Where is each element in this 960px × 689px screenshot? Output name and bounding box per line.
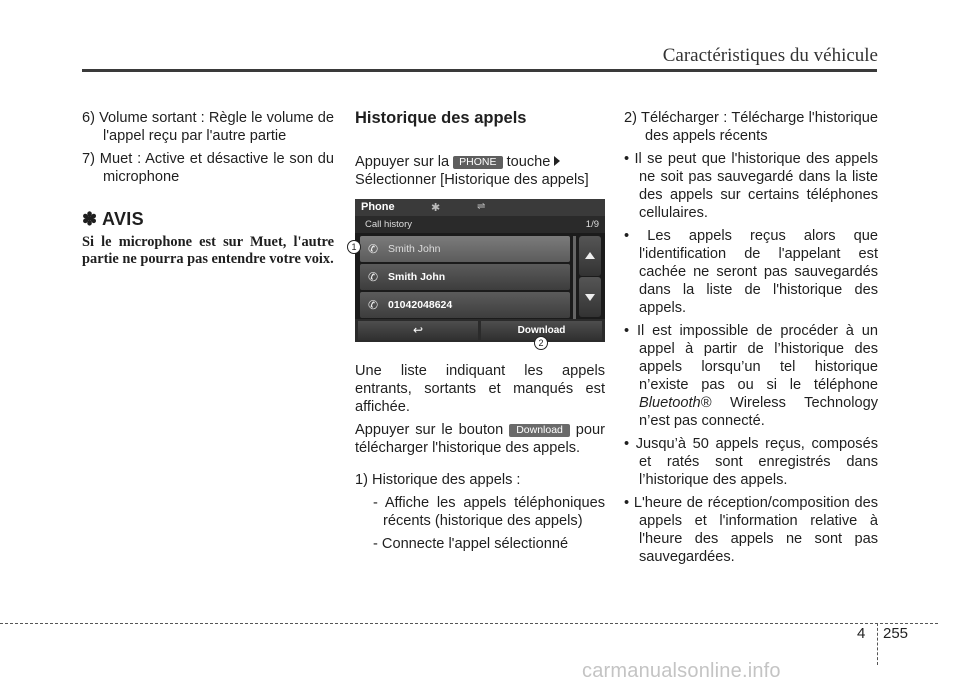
arrow-down-icon bbox=[585, 294, 595, 301]
sub-item-connect: - Connecte l'appel sélectionné bbox=[373, 536, 569, 552]
watermark: carmanualsonline.info bbox=[582, 660, 781, 682]
call-row-name: Smith John bbox=[388, 271, 446, 283]
call-row[interactable] bbox=[360, 292, 570, 318]
column-2-lower bbox=[355, 362, 605, 558]
call-row[interactable] bbox=[360, 264, 570, 290]
arrow-up-icon bbox=[585, 252, 595, 259]
bullet-item: • L'heure de réception/composition des appels et l'information relative à l'heure des appels ne sont pas sauvegardées. bbox=[624, 495, 878, 565]
notice-title: ✽ AVIS bbox=[82, 209, 144, 229]
page-indicator: 1/9 bbox=[585, 219, 599, 230]
callout-2: 2 bbox=[534, 336, 548, 350]
scrollbar[interactable] bbox=[573, 236, 576, 322]
call-row[interactable] bbox=[360, 236, 570, 262]
step-after: touche bbox=[506, 154, 551, 170]
screen-subtitle: Call history bbox=[365, 219, 412, 230]
list-item-mute: 7) Muet : Active et désactive le son du microphone bbox=[82, 151, 334, 185]
scroll-up-button[interactable] bbox=[579, 236, 601, 276]
bullet-text: • Il est impossible de procéder à un appel à partir de l’historique des appels lorsqu’un tel historique n’existe pas ou si le téléphone bbox=[624, 323, 878, 393]
bluetooth-brand: Bluetooth® bbox=[639, 395, 712, 411]
download-key-badge: Download bbox=[509, 424, 570, 437]
phone-incoming-icon: ✆ bbox=[368, 242, 379, 256]
bullet-text: Wireless Technology n’est pas connecté. bbox=[639, 395, 878, 429]
usb-icon: ⇌ bbox=[477, 201, 486, 212]
callout-1: 1 bbox=[347, 240, 361, 254]
phone-incoming-icon: ✆ bbox=[368, 270, 379, 284]
footer-rule bbox=[0, 623, 938, 624]
bullet-item bbox=[624, 322, 878, 430]
step-instruction bbox=[355, 153, 605, 189]
list-item-volume: 6) Volume sortant : Règle le volume de l'appel reçu par l'autre partie bbox=[82, 110, 334, 144]
column-2 bbox=[355, 109, 605, 194]
chapter-number: 4 bbox=[857, 625, 866, 642]
list-description: Une liste indiquant les appels entrants, sortants et manqués est affichée. bbox=[355, 363, 605, 415]
phone-key-badge: PHONE bbox=[453, 156, 502, 169]
sub-item-display: - Affiche les appels téléphoniques récents (historique des appels) bbox=[373, 495, 605, 529]
step-line2: Sélectionner [Historique des appels] bbox=[355, 172, 589, 188]
call-row-name: 01042048624 bbox=[388, 299, 453, 311]
notice-text: Si le microphone est sur Muet, l'autre partie ne pourra pas entendre votre voix. bbox=[82, 234, 334, 267]
column-3 bbox=[624, 109, 878, 571]
screen-title: Phone bbox=[361, 201, 395, 213]
list-item-history: 1) Historique des appels : bbox=[355, 472, 521, 488]
header-rule bbox=[82, 69, 877, 72]
bullet-item: • Il se peut que l'historique des appels ne soit pas sauvegardé dans la liste des appels sur certains téléphones cellulaires. bbox=[624, 151, 878, 221]
bullet-item: • Les appels reçus alors que l'identification de l'appelant est cachée ne seront pas sauvegardés dans la liste de l'historique des appels. bbox=[624, 228, 878, 316]
back-button[interactable]: ↩ bbox=[358, 321, 478, 340]
phone-incoming-icon: ✆ bbox=[368, 298, 379, 312]
arrow-right-icon bbox=[554, 156, 560, 166]
column-1 bbox=[82, 109, 334, 268]
download-before: Appuyer sur le bouton bbox=[355, 422, 504, 438]
page-number: 255 bbox=[883, 625, 909, 642]
bullet-item: • Jusqu’à 50 appels reçus, composés et ratés sont enregistrés dans l’historique des appels. bbox=[624, 436, 878, 488]
section-title: Historique des appels bbox=[355, 109, 527, 127]
scroll-down-button[interactable] bbox=[579, 277, 601, 317]
bluetooth-icon: ✱ bbox=[431, 202, 441, 214]
step-before: Appuyer sur la bbox=[355, 154, 450, 170]
download-button[interactable]: Download bbox=[481, 321, 602, 340]
call-history-screen bbox=[355, 199, 605, 342]
section-header-title: Caractéristiques du véhicule bbox=[662, 45, 878, 66]
download-after: pour télécharger l'historique des appels. bbox=[355, 422, 605, 456]
call-row-name: Smith John bbox=[388, 243, 441, 255]
download-instruction bbox=[355, 421, 605, 457]
list-item-download: 2) Télécharger : Télécharge l'historique des appels récents bbox=[624, 110, 878, 144]
footer-divider bbox=[877, 623, 878, 665]
